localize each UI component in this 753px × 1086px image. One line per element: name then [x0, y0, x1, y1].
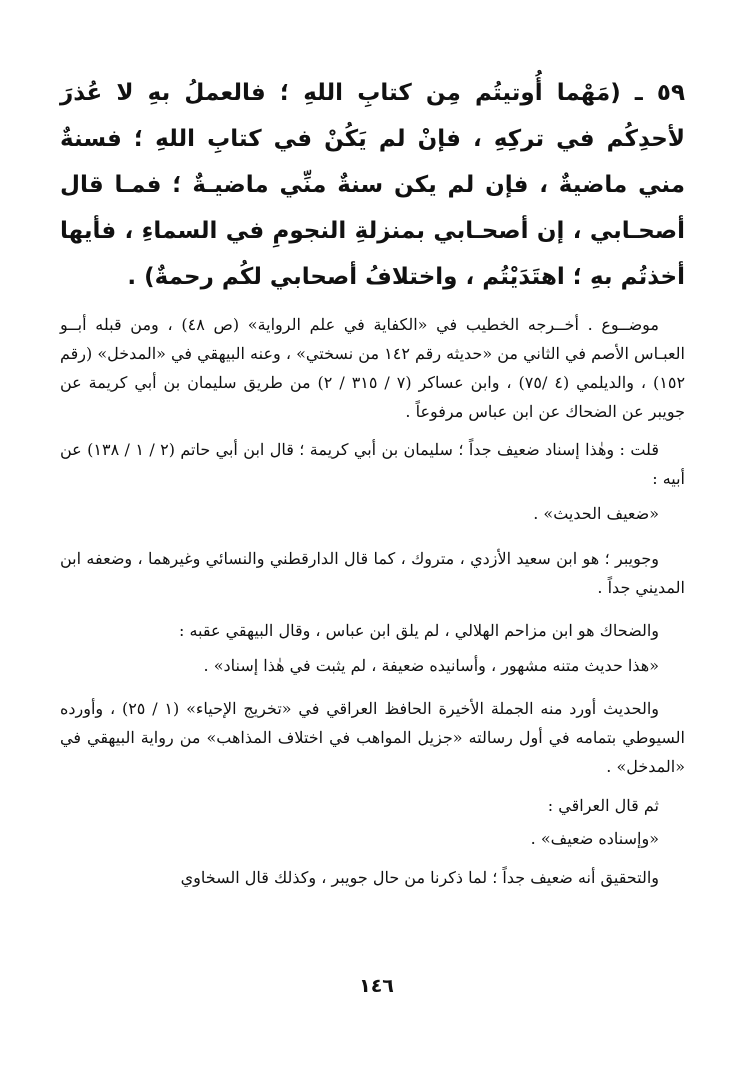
- hadith-text: ٥٩ ـ (مَهْما أُوتيتُم مِن كتابِ اللهِ ؛ فالعملُ بهِ لا عُذرَ لأحدِكُم في تركِهِ ، فإنْ لم يَكُنْ في كتابِ اللهِ ؛ فسنةٌ مني ماضيةٌ ، فإن لم يكن سنةٌ منِّي ماضيـةٌ ؛ فمـا قال أصحـابي ، إن أصحـابي بمنزلةِ النجومِ في السماءِ ، فأيها أخذتُم بهِ ؛ اهتَدَيْتُم ، واختلافُ أصحابي لكُم رحمةٌ) .: [60, 80, 685, 290]
- tahqiq-paragraph: والتحقيق أنه ضعيف جداً ؛ لما ذكرنا من حال جويبر ، وكذلك قال السخاوي: [180, 868, 659, 887]
- quote-daif-hadith: «ضعيف الحديث» .: [533, 504, 659, 523]
- quote-isnad-daif: «وإسناده ضعيف» .: [530, 829, 659, 848]
- page-number: ١٤٦: [359, 975, 394, 997]
- juwaybir-paragraph: وجويبر ؛ هو ابن سعيد الأزدي ، متروك ، كما قال الدارقطني والنسائي وغيرهما ، وضعفه ابن المديني جداً .: [60, 549, 685, 597]
- quote-bayhaqi: «هذا حديث متنه مشهور ، وأسانيده ضعيفة ، لم يثبت في هٰذا إسناد» .: [203, 656, 659, 675]
- page-body: [60, 70, 685, 901]
- takhrij-paragraph: موضــوع . أخــرجه الخطيب في «الكفاية في علم الرواية» (ص ٤٨) ، ومن قبله أبــو العبـاس الأصم في الثاني من «حديثه رقم ١٤٢ من نسختي» ، وعنه البيهقي في «المدخل» (رقم ١٥٢) ، والديلمي (٤ /٧٥) ، وابن عساكر (٧ / ٣١٥ / ٢) من طريق سليمان بن أبي كريمة عن جويبر عن الضحاك عن ابن عباس مرفوعاً .: [60, 315, 686, 421]
- isnad-paragraph: قلت : وهٰذا إسناد ضعيف جداً ؛ سليمان بن أبي كريمة ؛ قال ابن أبي حاتم (٢ / ١ / ١٣٨) عن أبيه :: [60, 440, 685, 488]
- iraqi-suyuti-paragraph: والحديث أورد منه الجملة الأخيرة الحافظ العراقي في «تخريج الإحياء» (١ / ٢٥) ، وأورده السيوطي بتمامه في أول رسالته «جزيل المواهب في اختلاف المذاهب» من رواية البيهقي في «المدخل» .: [60, 699, 685, 776]
- dahhak-paragraph: والضحاك هو ابن مزاحم الهلالي ، لم يلق ابن عباس ، وقال البيهقي عقبه :: [178, 621, 659, 640]
- iraqi-said-line: ثم قال العراقي :: [547, 796, 659, 815]
